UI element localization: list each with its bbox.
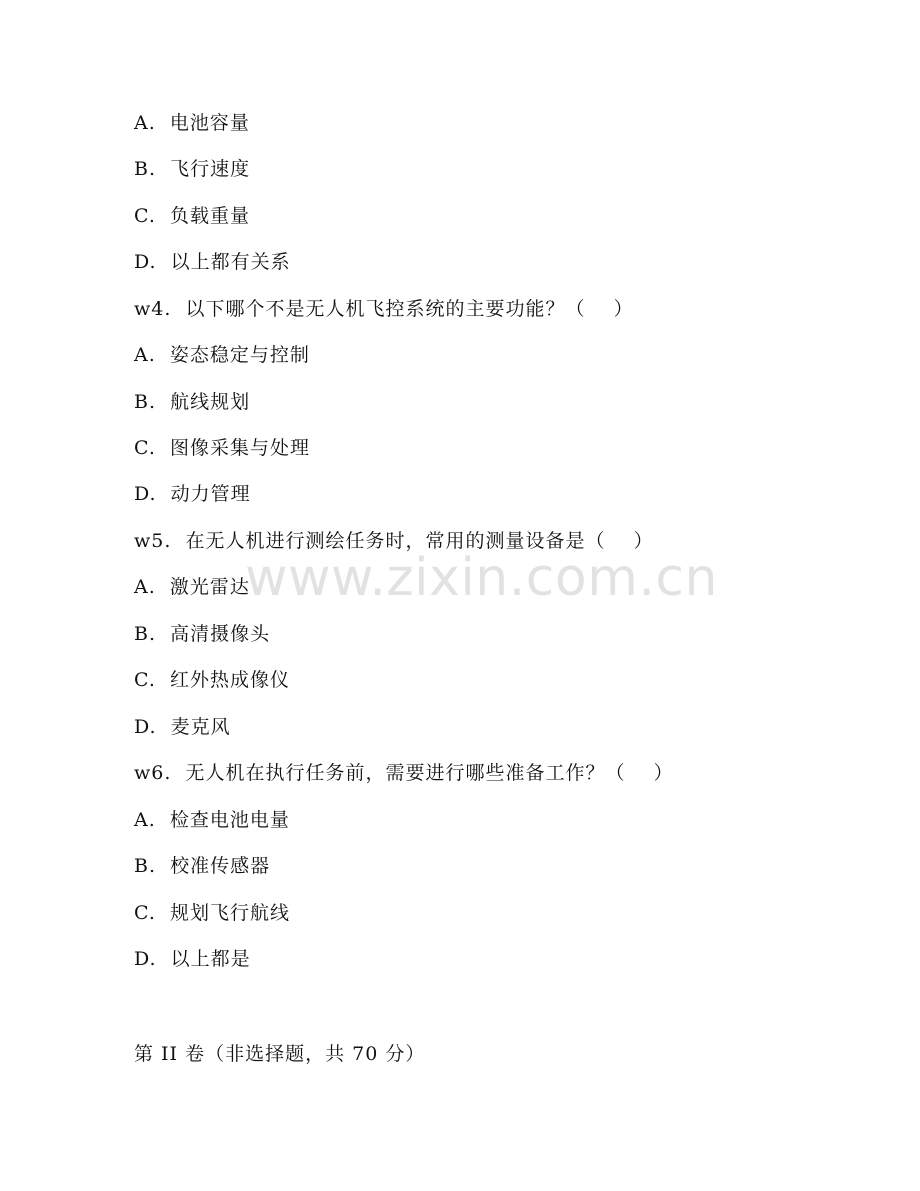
question-line: w5. 在无人机进行测绘任务时，常用的测量设备是（ ） <box>134 530 654 552</box>
option-line: B. 高清摄像头 <box>134 623 271 645</box>
option-line: C. 红外热成像仪 <box>134 669 290 691</box>
option-line: C. 规划飞行航线 <box>134 902 290 924</box>
option-line: C. 图像采集与处理 <box>134 437 310 459</box>
option-line: D. 麦克风 <box>134 716 231 738</box>
question-line: w4. 以下哪个不是无人机飞控系统的主要功能？（ ） <box>134 298 634 320</box>
option-line: A. 电池容量 <box>134 112 250 134</box>
option-line: D. 以上都是 <box>134 948 251 970</box>
section-title: 第 II 卷（非选择题，共 70 分） <box>134 1043 426 1065</box>
option-line: B. 航线规划 <box>134 391 251 413</box>
question-line: w6. 无人机在执行任务前，需要进行哪些准备工作？（ ） <box>134 762 674 784</box>
option-line: A. 姿态稳定与控制 <box>134 344 310 366</box>
option-line: A. 检查电池电量 <box>134 809 290 831</box>
watermark: www.zixin.com.cn <box>245 548 718 608</box>
option-line: D. 以上都有关系 <box>134 251 291 273</box>
option-line: D. 动力管理 <box>134 483 251 505</box>
option-line: C. 负载重量 <box>134 205 250 227</box>
option-line: B. 飞行速度 <box>134 158 251 180</box>
option-line: A. 激光雷达 <box>134 576 250 598</box>
option-line: B. 校准传感器 <box>134 855 271 877</box>
